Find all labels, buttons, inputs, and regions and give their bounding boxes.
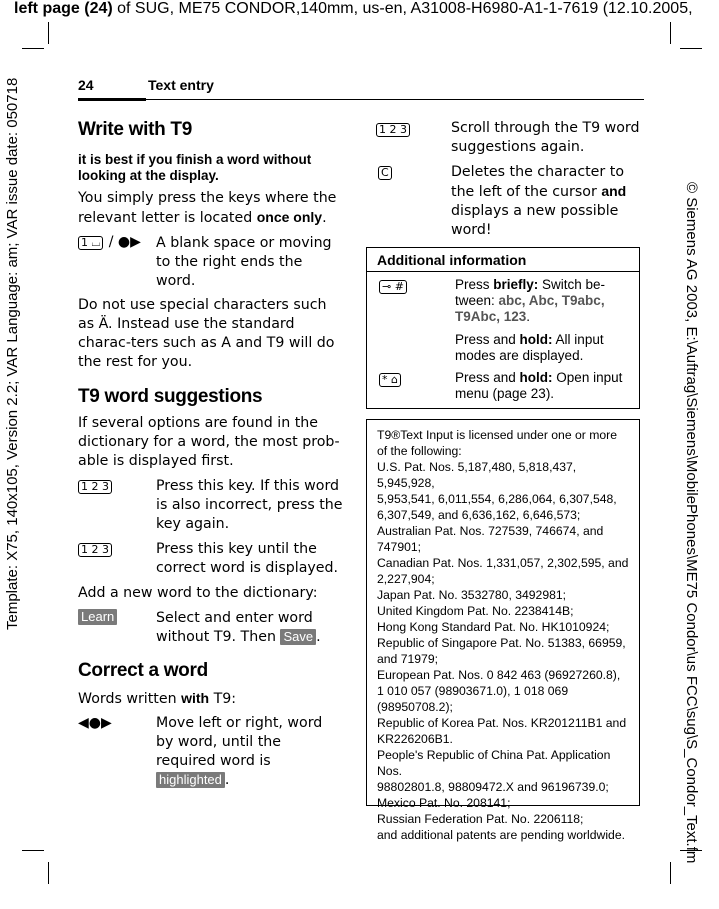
license-line: 2,227,904; [377, 572, 435, 586]
keys-123-icon: 1 2 3 [376, 121, 411, 137]
template-info: Template: X75, 140x105, Version 2.2; VAR Language: am; VAR issue date: 050718 [4, 77, 21, 630]
crop-mark [48, 862, 49, 884]
crop-mark [680, 48, 702, 49]
key-space-icon: 1 ⌴ / ●▶ [78, 234, 141, 250]
license-line: Japan Pat. No. 3532780, 3492981; [377, 588, 567, 602]
intro-bold: it is best if you finish a word without looking at the display. [78, 152, 312, 183]
license-line: Australian Pat. Nos. 727539, 746674, and [377, 524, 604, 538]
highlighted-label: highlighted [156, 772, 225, 788]
heading-t9-suggestions: T9 word suggestions [78, 386, 263, 407]
star-key-desc: Press and hold: Open input menu (page 23). [455, 370, 623, 401]
scroll-desc: Scroll through the T9 word suggestions again. [451, 120, 640, 155]
license-line: and 71979; [377, 652, 438, 666]
star-key-icon: * ⌂ [379, 371, 402, 387]
additional-info-box [366, 247, 640, 409]
license-text [377, 427, 637, 843]
keys-123-icon: 1 2 3 [78, 541, 113, 557]
nav-left-right-icon: ◀●▶ [78, 715, 112, 731]
license-line: 1 010 057 (98903671.0), 1 018 069 [377, 684, 569, 698]
paragraph: Words written with T9: [78, 690, 237, 707]
crop-mark [48, 22, 49, 44]
license-line: Canadian Pat. Nos. 1,331,057, 2,302,595, and [377, 556, 629, 570]
heading-write-t9: Write with T9 [78, 119, 192, 140]
save-softkey: Save [280, 629, 316, 645]
divider [367, 271, 639, 272]
hold-desc: Press and hold: All input modes are displayed. [455, 332, 604, 363]
license-line: T9®Text Input is licensed under one or more [377, 428, 617, 442]
print-header-prefix: left page (24) [14, 0, 113, 17]
header-rule [78, 99, 644, 100]
license-line: 6,307,549, and 6,636,162, 6,646,573; [377, 508, 581, 522]
clear-key-icon: C [378, 164, 393, 180]
license-line: Republic of Korea Pat. Nos. KR201211B1 and [377, 716, 627, 730]
license-box [366, 419, 640, 842]
license-line: Mexico Pat. No. 208141; [377, 796, 511, 810]
license-line: People's Republic of China Pat. Application Nos. [377, 748, 611, 778]
license-line: 747901; [377, 540, 422, 554]
learn-softkey: Learn [78, 609, 117, 625]
crop-mark [22, 850, 44, 851]
license-line: 5,953,541, 6,011,554, 6,286,064, 6,307,548, [377, 492, 617, 506]
hash-key-desc: Press briefly: Switch be-tween: abc, Abc, T9abc, T9Abc, 123. [455, 277, 606, 324]
print-header [14, 0, 693, 18]
license-line: (98950708.2); [377, 700, 453, 714]
additional-info-title: Additional information [377, 252, 527, 268]
heading-correct-word: Correct a word [78, 660, 208, 681]
crop-mark [22, 48, 44, 49]
nav-desc: Move left or right, word by word, until the required word is highlighted . [156, 715, 323, 788]
license-line: Republic of Singapore Pat. No. 51383, 66959, [377, 636, 626, 650]
paragraph: If several options are found in the dictionary for a word, the most prob-able is displayed first. [78, 415, 340, 469]
license-line: European Pat. Nos. 0 842 463 (96927260.8), [377, 668, 621, 682]
learn-desc: Select and enter word without T9. Then Save . [156, 610, 321, 645]
copyright-path: © Siemens AG 2003, E:\Auftrag\Siemens\MobilePhones\ME75 Condor\us FCC\sug\S_Condor_Text.fm [683, 182, 700, 864]
page-title: Text entry [148, 77, 214, 93]
paragraph: Add a new word to the dictionary: [78, 585, 318, 601]
keys-123-icon: 1 2 3 [78, 478, 113, 494]
page-number: 24 [78, 77, 94, 93]
key-desc: Press this key until the correct word is displayed. [156, 541, 339, 576]
key-desc: Press this key. If this word is also incorrect, press the key again. [156, 478, 343, 532]
license-line: 98802801.8, 98809472.X and 96196739.0; [377, 780, 609, 794]
paragraph: You simply press the keys where the relevant letter is located once only. [78, 190, 337, 226]
print-header-rest: of SUG, ME75 CONDOR,140mm, us-en, A31008-H6980-A1-1-7619 (12.10.2005, [112, 0, 693, 17]
license-line: Hong Kong Standard Pat. No. HK1010924; [377, 620, 610, 634]
crop-mark [670, 862, 671, 884]
license-line: United Kingdom Pat. No. 2238414B; [377, 604, 574, 618]
paragraph: Do not use special characters such as Ä. Instead use the standard charac-ters such as A and T9 will do the rest for you. [78, 297, 335, 370]
license-line: Russian Federation Pat. No. 2206118; [377, 812, 584, 826]
license-line: KR226206B1. [377, 732, 453, 746]
license-line: and additional patents are pending worldwide. [377, 828, 625, 842]
license-line: U.S. Pat. Nos. 5,187,480, 5,818,437, 5,945,928, [377, 460, 577, 490]
key-space-desc: A blank space or moving to the right ends the word. [156, 235, 332, 289]
header-bar [78, 98, 146, 101]
crop-mark [670, 22, 671, 44]
hash-key-icon: ⊸ # [379, 278, 408, 294]
clear-desc: Deletes the character to the left of the cursor and displays a new possible word! [451, 164, 627, 238]
license-line: of the following: [377, 444, 462, 458]
